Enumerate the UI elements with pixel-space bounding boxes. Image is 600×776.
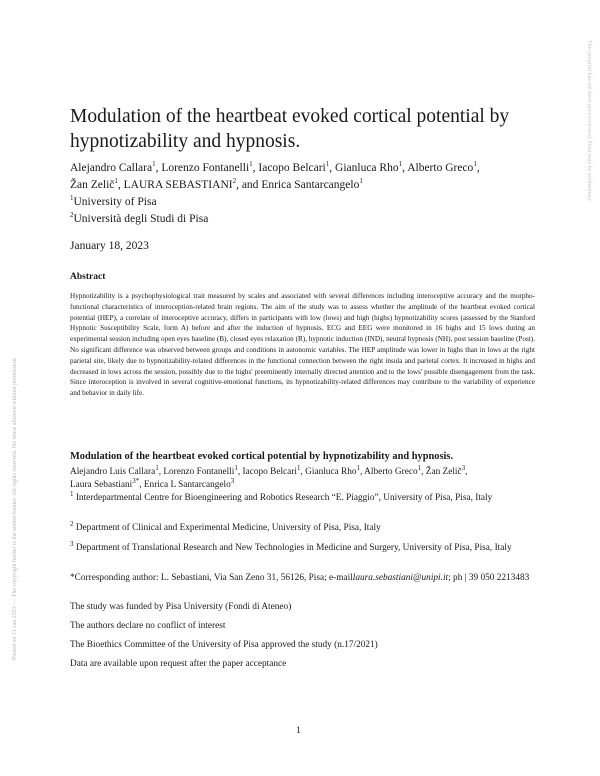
author-name: Lorenzo Fontanelli [161, 162, 250, 174]
author-separator: , and [236, 179, 262, 191]
author-name: Alejandro Callara [70, 162, 153, 174]
data-availability-statement: Data are available upon request after the paper acceptance [70, 659, 287, 669]
author-name: Žan Zelič [425, 467, 462, 477]
author-separator: , [360, 467, 365, 477]
manuscript-title: Modulation of the heartbeat evoked cortical potential by hypnotizability and hypnosis. [70, 451, 454, 462]
author-affiliation-mark: 2 [232, 177, 237, 186]
right-margin-note [584, 40, 594, 460]
affiliation-text: Interdepartmental Centre for Bioengineering and Robotics Research “E. Piaggio”, University of Pisa, Pisa, Italy [75, 493, 493, 503]
author-affiliation-mark: 1 [155, 463, 159, 472]
affiliation-text: Department of Clinical and Experimental Medicine, University of Pisa, Pisa, Italy [75, 523, 381, 533]
author-separator: , [300, 467, 306, 477]
author-affiliation-mark: 1 [356, 463, 361, 472]
funding-statement: The study was funded by Pisa University (Fondi di Ateneo) [70, 602, 292, 612]
manuscript-affiliation-3 [70, 539, 540, 555]
author-name: Alejandro Luis Callara [70, 467, 156, 477]
abstract-body: Hypnotizability is a psychophysiological trait measured by scales and associated with several differences including interoceptive accuracy and the morpho-functional characteristics of interoception-related brain regions. The aim of the study was to assess whether the amplitude of the heartbeat evoked cortical potential (HEP), a correlate of interoceptive accuracy, differs in participants with low (lows) and high (highs) hypnotizability scores (assessed by the Stanford Hypnotic Susceptibility Scale, form A) before and after the induction of hypnosis. ECG and EEG were monitored in 16 highs and 15 lows during an experimental session including open eyes baseline (B), closed eyes relaxation (R), hypnotic induction (IND), neutral hypnosis (NH), post session baseline (Post). No significant difference was observed between groups and conditions in autonomic variables. The HEP amplitude was lower in highs than in lows at the right parietal site, likely due to hypnotizability-related differences in the functional connection between the right insula and parietal cortex. It increased in highs and decreased in lows across the session, possibly due to the highs' preeminently internally directed attention and to the lows' possible disengagement from the task. Since interoception is involved in several cognitive-emotional functions, its hypnotizability-related differences may contribute to the variability of experience and behavior in daily life. [70, 292, 535, 398]
paper-title: Modulation of the heartbeat evoked cortical potential by hypnotizability and hypnosis. [70, 106, 510, 152]
affiliation-text: University of Pisa [73, 196, 157, 208]
author-separator: , [329, 162, 336, 174]
affiliation-text: Department of Translational Research and New Technologies in Medicine and Surgery, University of Pisa, Pisa, Italy [75, 543, 512, 553]
affiliation-mark: 3 [70, 539, 74, 548]
author-name: Enrica L Santarcangelo [143, 479, 231, 490]
conflict-statement: The authors declare no conflict of interest [70, 621, 226, 631]
author-separator: , [139, 479, 144, 490]
author-affiliation-mark: 1 [473, 160, 477, 169]
author-separator: , [117, 179, 124, 191]
manuscript-author-list [70, 463, 540, 491]
author-separator: , [465, 467, 468, 477]
corresponding-text: *Corresponding author: L. Sebastiani, Via San Zeno 31, 56126, Pisa; e-mail [70, 573, 353, 583]
author-name: LAURA SEBASTIANI [123, 179, 233, 191]
author-separator: , [421, 467, 426, 477]
author-separator: , [402, 162, 408, 174]
right-margin-note-text: This preprint has not been peer reviewed. Data may be preliminary. [586, 40, 592, 202]
author-affiliation-mark: 1 [325, 160, 330, 169]
manuscript-affiliation-2 [70, 519, 540, 535]
author-name: Iacopo Belcari [258, 162, 326, 174]
author-name: Lorenzo Fontanelli [163, 467, 235, 477]
author-affiliation-mark: 3* [132, 476, 140, 485]
author-affiliation-mark: 1 [359, 177, 363, 186]
author-affiliation-mark: 3 [230, 476, 235, 485]
author-affiliation-mark: 1 [234, 463, 238, 472]
author-affiliation-mark: 1 [398, 160, 403, 169]
affiliation-text: Università degli Studi di Pisa [73, 213, 209, 225]
author-separator: , [237, 467, 243, 477]
left-margin-note [12, 140, 22, 660]
author-affiliation-mark: 1 [417, 463, 422, 472]
author-affiliation-mark: 3 [461, 463, 466, 472]
author-affiliation-mark: 1 [249, 160, 253, 169]
page-number: 1 [296, 726, 301, 736]
left-margin-note-text: Posted on 11 Jan 2023 — The copyright holder is the author/funder. All rights reserved. No reuse allowed without permission. [12, 357, 18, 660]
affiliation-mark: 1 [70, 194, 74, 203]
author-name: Enrica Santarcangelo [261, 179, 360, 191]
paper-date: January 18, 2023 [70, 240, 149, 252]
affiliation-mark: 2 [70, 519, 74, 528]
author-affiliation-mark: 1 [296, 463, 301, 472]
author-name: Žan Zelič [70, 179, 115, 191]
author-separator: , [155, 162, 162, 174]
author-separator: , [158, 467, 164, 477]
author-separator: , [252, 162, 259, 174]
author-separator: , [476, 162, 480, 174]
affiliation-2 [70, 213, 208, 225]
author-name: Laura Sebastiani [70, 479, 133, 490]
abstract-heading: Abstract [70, 272, 106, 282]
author-affiliation-mark: 1 [152, 160, 156, 169]
author-name: Alberto Greco [364, 467, 418, 477]
affiliation-mark: 2 [70, 211, 74, 220]
author-name: Iacopo Belcari [242, 467, 297, 477]
ethics-statement: The Bioethics Committee of the University of Pisa approved the study (n.17/2021) [70, 640, 378, 650]
manuscript-affiliation-1 [70, 489, 540, 505]
author-list [70, 160, 550, 194]
author-affiliation-mark: 1 [114, 177, 118, 186]
author-name: Gianluca Rho [305, 467, 357, 477]
affiliation-mark: 1 [70, 489, 74, 498]
author-name: Gianluca Rho [335, 162, 399, 174]
affiliation-1 [70, 196, 157, 208]
corresponding-phone: ; ph | 39 050 2213483 [448, 573, 530, 583]
author-name: Alberto Greco [407, 162, 474, 174]
corresponding-email: laura.sebastiani@unipi.it [352, 573, 449, 583]
corresponding-author [70, 572, 540, 585]
